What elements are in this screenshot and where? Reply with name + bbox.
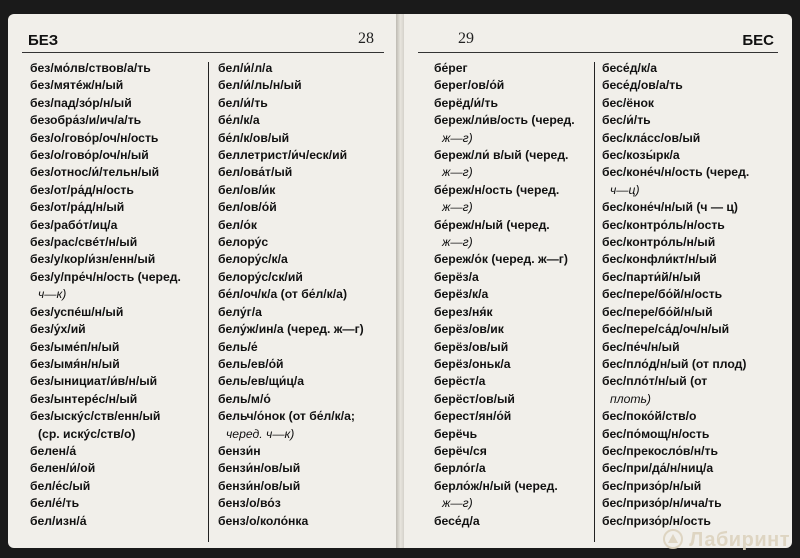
dictionary-entry: бель/м/о́ <box>218 391 271 406</box>
dictionary-entry: без/относ/и́/тельн/ый <box>30 165 160 180</box>
dictionary-entry: бе́реж/н/ый (черед. <box>434 217 550 232</box>
dictionary-entry: ж—г) <box>442 496 473 511</box>
dictionary-entry: бес/при/да́/н/ниц/а <box>602 461 714 476</box>
dictionary-entry: бел/е́/ть <box>30 496 80 511</box>
dictionary-entry: плоть) <box>610 391 651 406</box>
dictionary-entry: бел/ов/и́к <box>218 182 276 197</box>
dictionary-entry: белу́г/а <box>218 304 262 319</box>
left-column-1 <box>30 60 210 530</box>
dictionary-entry: безобра́з/и/ич/а/ть <box>30 113 142 128</box>
dictionary-entry: без/рас/свéт/н/ый <box>30 235 138 250</box>
dictionary-entry: берёд/и́/ть <box>434 95 498 110</box>
dictionary-entry: бел/е́с/ый <box>30 478 91 493</box>
dictionary-entry: без/пад/зо́р/н/ый <box>30 95 132 110</box>
dictionary-entry: бе́л/оч/к/а (от бе́л/к/а) <box>218 287 347 302</box>
column-divider <box>208 62 209 542</box>
dictionary-entry: без/мятéж/н/ый <box>30 78 124 93</box>
right-page-number: 29 <box>458 30 474 47</box>
dictionary-entry: белору́с <box>218 235 269 250</box>
dictionary-entry: без/ыме́п/н/ый <box>30 339 120 354</box>
dictionary-entry: без/о/гово́р/оч/н/ость <box>30 130 159 145</box>
dictionary-entry: ч—к) <box>38 287 67 302</box>
dictionary-entry: без/у/кор/и́зн/енн/ый <box>30 252 156 267</box>
dictionary-entry: бес/призо́р/н/ича/ть <box>602 496 722 511</box>
dictionary-entry: бель/ев/щи́ц/а <box>218 374 305 389</box>
dictionary-entry: ж—г) <box>442 200 473 215</box>
dictionary-entry: бес/прекосло́в/н/ть <box>602 443 719 458</box>
right-page-header <box>418 28 778 54</box>
dictionary-entry: без/у/пре́ч/н/ость (черед. <box>30 269 181 284</box>
dictionary-entry: без/ымя́н/н/ый <box>30 356 120 371</box>
dictionary-entry: берест/ян/о́й <box>434 409 512 424</box>
dictionary-entry: бес/конфли́кт/н/ый <box>602 252 717 267</box>
dictionary-entry: бел/изн/а́ <box>30 513 87 528</box>
dictionary-entry: бес/пло́д/н/ый (от плод) <box>602 356 747 371</box>
dictionary-entry: бесе́д/ов/а/ть <box>602 78 683 93</box>
dictionary-entry: бес/пло́т/н/ый (от <box>602 374 708 389</box>
right-running-head: БЕС <box>742 32 774 49</box>
left-running-head: БЕЗ <box>28 32 59 49</box>
dictionary-entry: белу́ж/ин/а (черед. ж—г) <box>218 322 364 337</box>
dictionary-entry: без/от/ра́д/н/ость <box>30 182 134 197</box>
dictionary-entry: берёч/ся <box>434 443 487 458</box>
dictionary-entry: без/у́х/ий <box>30 322 86 337</box>
dictionary-entry: бе́рег <box>434 61 468 75</box>
dictionary-entry: бес/пе́ч/н/ый <box>602 339 680 354</box>
dictionary-entry: беллетрист/и́ч/еск/ий <box>218 148 348 163</box>
dictionary-entry: ч—ц) <box>610 182 640 197</box>
dictionary-entry: без/ыскýс/ств/енн/ый <box>30 409 161 424</box>
dictionary-entry: бес/пере/бо́й/н/ость <box>602 287 723 302</box>
dictionary-entry: бес/призо́р/н/ый <box>602 478 702 493</box>
dictionary-entry: берёз/а <box>434 269 479 284</box>
dictionary-entry: без/от/ра́д/н/ый <box>30 200 125 215</box>
dictionary-entry: бес/по́мощ/н/ость <box>602 426 710 441</box>
dictionary-entry: бес/козы́рк/а <box>602 148 680 163</box>
column-divider <box>594 62 595 542</box>
dictionary-entry: бес/коне́ч/н/ость (черед. <box>602 165 750 180</box>
labyrinth-icon <box>663 529 683 549</box>
dictionary-entry: без/успéш/н/ый <box>30 304 124 319</box>
dictionary-entry: берёз/оньк/а <box>434 356 511 371</box>
dictionary-entry: бес/контро́ль/н/ость <box>602 217 725 232</box>
left-page-header <box>22 28 384 54</box>
dictionary-entry: без/мо́лв/ствов/а/ть <box>30 61 151 75</box>
dictionary-entry: белен/и́/ой <box>30 461 96 476</box>
dictionary-entry: берёз/ов/ый <box>434 339 509 354</box>
left-page-number: 28 <box>358 30 374 47</box>
dictionary-entry: бел/и́/ль/н/ый <box>218 78 302 93</box>
dictionary-entry: берег/ов/о́й <box>434 78 505 93</box>
dictionary-entry: без/ынициат/и́в/н/ый <box>30 374 158 389</box>
dictionary-entry: бес/парти́й/н/ый <box>602 269 701 284</box>
dictionary-entry: бе́реж/н/ость (черед. <box>434 182 560 197</box>
dictionary-entry: белору́с/ск/ий <box>218 269 303 284</box>
right-column-2 <box>602 60 782 530</box>
dictionary-entry: бес/контро́ль/н/ый <box>602 235 716 250</box>
right-column-1 <box>434 60 614 530</box>
dictionary-entry: бес/ёнок <box>602 95 654 110</box>
dictionary-entry: берез/ня́к <box>434 304 493 319</box>
dictionary-entry: береж/ли́ в/ый (черед. <box>434 148 569 163</box>
dictionary-entry: бе́л/к/ов/ый <box>218 130 290 145</box>
dictionary-entry: бес/призо́р/н/ость <box>602 513 711 528</box>
dictionary-entry: бель/ев/о́й <box>218 356 284 371</box>
watermark-logo <box>663 529 790 552</box>
dictionary-entry: бел/и́/л/а <box>218 61 273 75</box>
dictionary-entry: бельч/о́нок (от бе́л/к/а; <box>218 409 355 424</box>
dictionary-entry: берёз/к/а <box>434 287 489 302</box>
dictionary-entry: бензи́н/ов/ый <box>218 461 301 476</box>
dictionary-entry: берло́ж/н/ый (черед. <box>434 478 558 493</box>
dictionary-entry: бес/пере/бо́й/н/ый <box>602 304 713 319</box>
dictionary-entry: берло́г/а <box>434 461 486 476</box>
dictionary-entry: бесе́д/а <box>434 513 480 528</box>
dictionary-entry: бе́л/к/а <box>218 113 260 128</box>
dictionary-entry: бель/е́ <box>218 339 258 354</box>
dictionary-entry: бел/ов/о́й <box>218 200 277 215</box>
header-rule <box>418 52 778 53</box>
left-column-2 <box>218 60 398 530</box>
dictionary-entry: берёст/ов/ый <box>434 391 515 406</box>
watermark-text: Лабиринт <box>689 529 790 551</box>
right-page <box>404 14 792 548</box>
dictionary-entry: бел/ова́т/ый <box>218 165 293 180</box>
dictionary-entry: бензи́н <box>218 443 261 458</box>
dictionary-entry: берёз/ов/ик <box>434 322 504 337</box>
dictionary-entry: бензи́н/ов/ый <box>218 478 301 493</box>
left-page <box>8 14 398 548</box>
dictionary-entry: ж—г) <box>442 235 473 250</box>
dictionary-entry: без/рабо́т/иц/а <box>30 217 118 232</box>
dictionary-entry: белен/а́ <box>30 443 77 458</box>
dictionary-entry: бес/пере/са́д/оч/н/ый <box>602 322 730 337</box>
dictionary-entry: черед. ч—к) <box>226 426 295 441</box>
dictionary-entry: бес/кла́сс/ов/ый <box>602 130 701 145</box>
dictionary-entry: бесе́д/к/а <box>602 61 658 75</box>
dictionary-entry: бенз/о/коло́нка <box>218 513 309 528</box>
dictionary-entry: бел/и́/ть <box>218 95 268 110</box>
dictionary-entry: ж—г) <box>442 165 473 180</box>
dictionary-entry: бес/коне́ч/н/ый (ч — ц) <box>602 200 738 215</box>
dictionary-entry: ж—г) <box>442 130 473 145</box>
dictionary-entry: без/о/гово́р/оч/н/ый <box>30 148 149 163</box>
dictionary-entry: без/ынтерéс/н/ый <box>30 391 138 406</box>
dictionary-entry: бес/поко́й/ств/о <box>602 409 697 424</box>
dictionary-entry: береж/ли́в/ость (черед. <box>434 113 575 128</box>
dictionary-entry: бенз/о/во́з <box>218 496 281 511</box>
dictionary-entry: берёчь <box>434 426 478 441</box>
header-rule <box>22 52 384 53</box>
dictionary-entry: белору́с/к/а <box>218 252 288 267</box>
dictionary-entry: берёст/а <box>434 374 486 389</box>
dictionary-entry: (ср. искýс/ств/о) <box>38 426 136 441</box>
dictionary-entry: береж/о́к (черед. ж—г) <box>434 252 568 267</box>
dictionary-entry: бес/и́/ть <box>602 113 651 128</box>
dictionary-entry: бел/о́к <box>218 217 257 232</box>
